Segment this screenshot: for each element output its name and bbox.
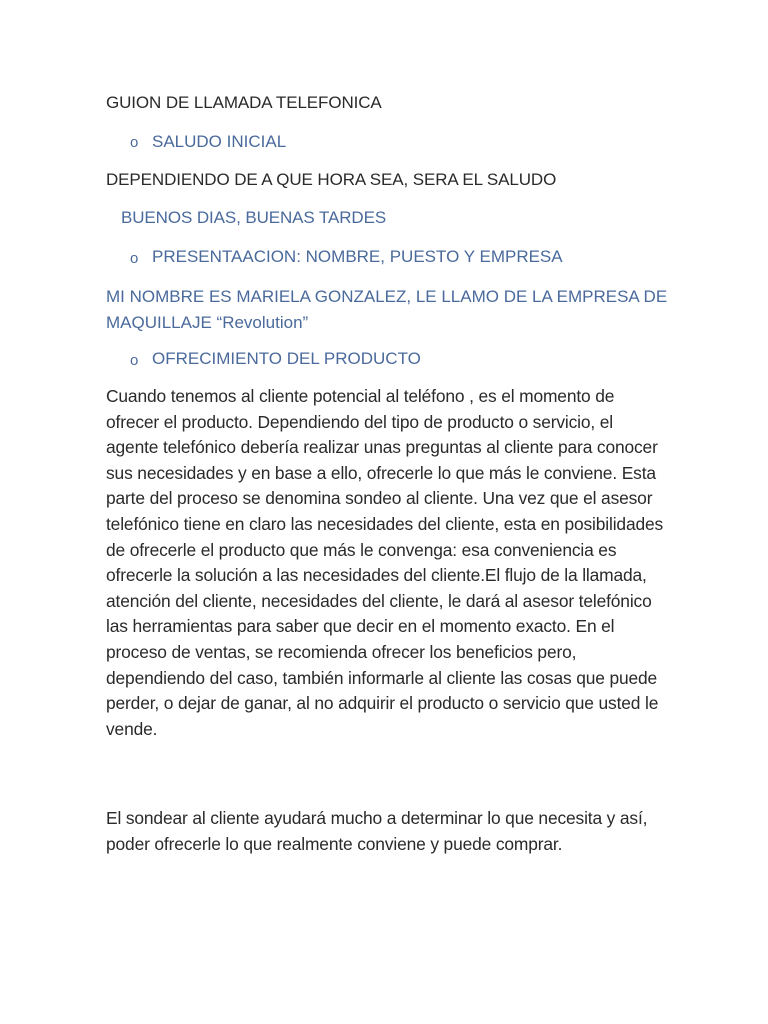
section-heading-saludo: SALUDO INICIAL [152,132,287,151]
section-heading-ofrecimiento: OFRECIMIENTO DEL PRODUCTO [152,349,421,368]
bullet-marker: o [130,134,139,151]
document-title: GUION DE LLAMADA TELEFONICA [106,93,382,112]
section-heading-presentacion: PRESENTAACION: NOMBRE, PUESTO Y EMPRESA [152,247,563,266]
bullet-marker: o [130,352,139,369]
ofrecimiento-paragraph-2: El sondear al cliente ayudará mucho a determinar lo que necesita y así, poder ofrecerle lo que realmente conviene y puede comprar. [106,808,648,854]
saludo-example: BUENOS DIAS, BUENAS TARDES [121,208,387,227]
bullet-marker: o [130,250,139,267]
ofrecimiento-paragraph-1: Cuando tenemos al cliente potencial al teléfono , es el momento de ofrecer el producto. Dependiendo del tipo de producto o servicio, el agente telefónico debería realizar unas preguntas al cliente para conocer sus necesidades y en base a ello, ofrecerle lo que más le conviene. Esta parte del proceso se denomina sondeo al cliente. Una vez que el asesor telefónico tiene en claro las necesidades del cliente, esta en posibilidades de ofrecerle el producto que más le convenga: esa conveniencia es ofrecerle la solución a las necesidades del cliente.El flujo de la llamada, atención del cliente, necesidades del cliente, le dará al asesor telefónico las herramientas para saber que decir en el momento exacto. En el proceso de ventas, se recomienda ofrecer los beneficios pero, dependiendo del caso, también informarle al cliente las cosas que puede perder, o dejar de ganar, al no adquirir el producto o servicio que usted le vende. [106,386,664,739]
saludo-instruction: DEPENDIENDO DE A QUE HORA SEA, SERA EL SALUDO [106,170,557,189]
presentacion-text: MI NOMBRE ES MARIELA GONZALEZ, LE LLAMO DE LA EMPRESA DE MAQUILLAJE “Revolution” [106,287,668,332]
